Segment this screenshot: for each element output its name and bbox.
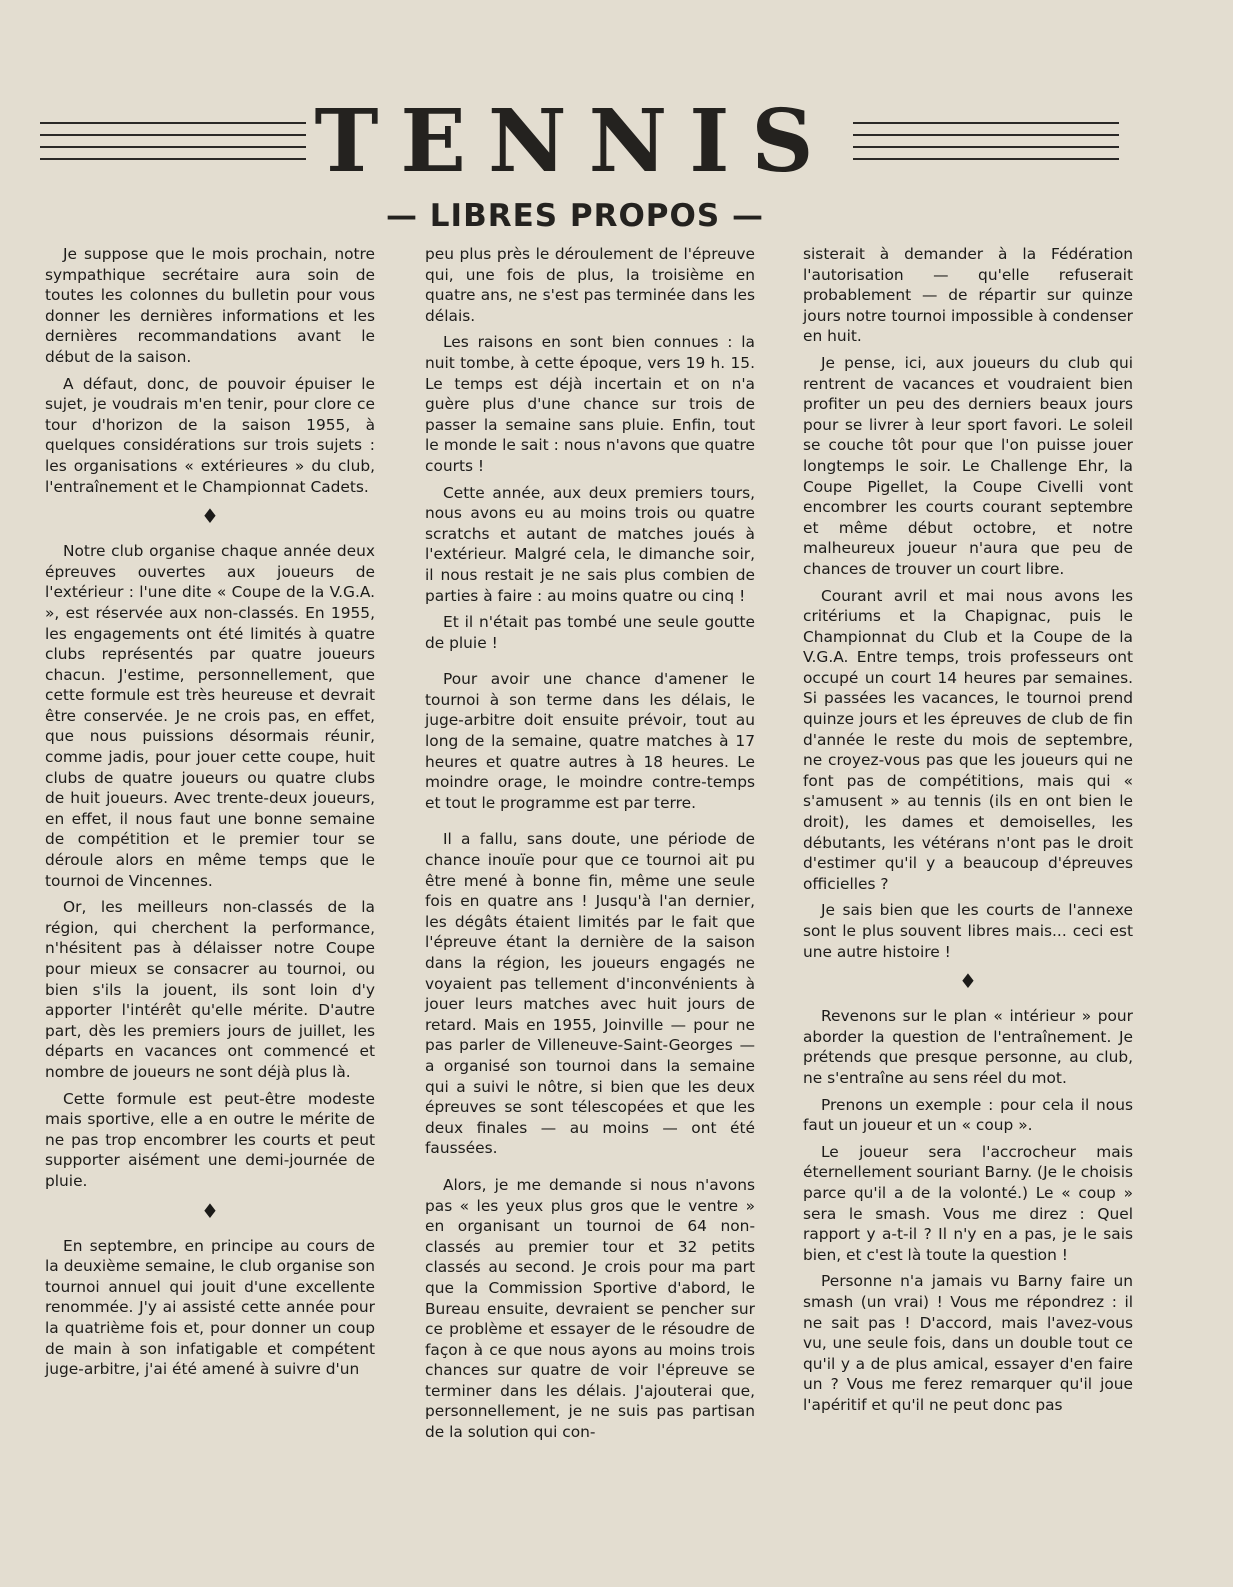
paragraph: Les raisons en sont bien connues : la nuit tombe, à cette époque, vers 19 h. 15. Le temps est déjà incertain et on n'a guère plus d'une chance sur trois de passer la semaine sans pluie. Enfin, tout le monde le sait : nous n'avons que quatre courts ! [425, 333, 755, 475]
paragraph: Prenons un exemple : pour cela il nous faut un joueur et un « coup ». [803, 1095, 1133, 1135]
paragraph: Personne n'a jamais vu Barny faire un smash (un vrai) ! Vous me répondrez : il ne sait pas ! D'accord, mais l'avez-vous vu, une seule fois, dans un double tout ce qu'il y a de plus amical, essayer d'en faire un ? Vous me ferez remarquer qu'il joue l'apéritif et qu'il ne peut donc pas [803, 1272, 1133, 1414]
paragraph: A défaut, donc, de pouvoir épuiser le sujet, je voudrais m'en tenir, pour clore ce tour d'horizon de la saison 1955, à quelques considérations sur trois sujets : les organisations « extérieures » du club, l'entraînement et le Championnat Cadets. [45, 374, 375, 496]
right-decorative-rules [853, 122, 1119, 170]
article-column-1 [45, 244, 375, 1386]
article-column-3 [803, 244, 1133, 1421]
rule-line [40, 134, 306, 136]
paragraph-continued: peu plus près le déroulement de l'épreuve qui, une fois de plus, la troisième en quatre ans, ne s'est pas terminée dans les délais. [425, 245, 755, 325]
left-decorative-rules [40, 122, 306, 170]
article-subtitle: — LIBRES PROPOS — [385, 198, 764, 234]
paragraph: Je suppose que le mois prochain, notre sympathique secrétaire aura soin de toutes les colonnes du bulletin pour vous donner les dernières informations et les dernières recommandations avant le début de la saison. [45, 245, 375, 366]
rule-line [853, 146, 1119, 148]
section-separator-diamond: ♦ [201, 504, 219, 529]
paragraph: Il a fallu, sans doute, une période de chance inouïe pour que ce tournoi ait pu être mené à bonne fin, même une seule fois en quatre ans ! Jusqu'à l'an dernier, les dégâts étaient limités par le fait que l'épreuve étant la dernière de la saison dans la région, les joueurs engagés ne voyaient pas tellement d'inconvénients à jouer leurs matches avec huit jours de retard. Mais en 1955, Joinville — pour ne pas parler de Villeneuve-Saint-Georges — a organisé son tournoi dans la semaine qui a suivi le nôtre, si bien que les deux épreuves se sont télescopées et que les deux finales — au moins — ont été faussées. [425, 830, 755, 1158]
page-title: TENNIS [314, 91, 836, 192]
paragraph-continued: sisterait à demander à la Fédération l'autorisation — qu'elle refuserait probablement — de répartir sur quinze jours notre tournoi impossible à condenser en huit. [803, 245, 1133, 346]
paragraph: Courant avril et mai nous avons les critériums et la Chapignac, puis le Championnat du Club et la Coupe de la V.G.A. Entre temps, trois professeurs ont occupé un court 14 heures par semaines. Si passées les vacances, le tournoi prend quinze jours et les épreuves de club de fin d'année le reste du mois de septembre, ne croyez-vous pas que les joueurs qui ne font pas de compétitions, mais qui « s'amusent » au tennis (ils en ont bien le droit), les dames et demoiselles, les débutants, les vétérans n'ont pas le droit d'estimer qu'il y a beaucoup d'épreuves officielles ? [803, 586, 1133, 893]
paragraph: Alors, je me demande si nous n'avons pas « les yeux plus gros que le ventre » en organisant un tournoi de 64 non-classés au premier tour et 32 petits classés au second. Je crois pour ma part que la Commission Sportive d'abord, le Bureau ensuite, devraient se pencher sur ce problème et essayer de le résoudre de façon à ce que nous ayons au moins trois chances sur quatre de voir l'épreuve se terminer dans les délais. J'ajouterai que, personnellement, je ne suis pas partisan de la solution qui con- [425, 1175, 755, 1442]
paragraph: En septembre, en principe au cours de la deuxième semaine, le club organise son tournoi annuel qui jouit d'une excellente renommée. J'y ai assisté cette année pour la quatrième fois et, pour donner un coup de main à son infatigable et compétent juge-arbitre, j'ai été amené à suivre d'un [45, 1236, 375, 1379]
paragraph: Revenons sur le plan « intérieur » pour aborder la question de l'entraînement. Je prétends que presque personne, au club, ne s'entraîne au sens réel du mot. [803, 1007, 1133, 1087]
paragraph: Je pense, ici, aux joueurs du club qui rentrent de vacances et voudraient bien profiter un peu des derniers beaux jours pour se livrer à leur sport favori. Le soleil se couche tôt pour que l'on puisse jouer longtemps le soir. Le Challenge Ehr, la Coupe Pigellet, la Coupe Civelli vont encombrer les courts courant septembre et même début octobre, et notre malheureux joueur n'aura que peu de chances de trouver un court libre. [803, 353, 1133, 578]
paragraph: Et il n'était pas tombé une seule goutte de pluie ! [425, 613, 755, 652]
paragraph: Cette formule est peut-être modeste mais sportive, elle a en outre le mérite de ne pas trop encombrer les courts et peut supporter aisément une demi-journée de pluie. [45, 1089, 375, 1190]
article-column-2 [425, 244, 755, 1449]
paragraph: Cette année, aux deux premiers tours, nous avons eu au moins trois ou quatre scratchs et autant de matches joués à l'extérieur. Malgré cela, le dimanche soir, il nous restait je ne sais plus combien de parties à faire : au moins quatre ou cinq ! [425, 483, 755, 605]
paragraph: Le joueur sera l'accrocheur mais éternellement souriant Barny. (Je le choisis parce qu'il a de la volonté.) Le « coup » sera le smash. Vous me direz : Quel rapport y a-t-il ? Il n'y en a pas, je le sais bien, et c'est là toute la question ! [803, 1142, 1133, 1264]
paragraph: Notre club organise chaque année deux épreuves ouvertes aux joueurs de l'extérieur : l'une dite « Coupe de la V.G.A. », est réservée aux non-classés. En 1955, les engagements ont été limités à quatre clubs représentés par quatre joueurs chacun. J'estime, personnellement, que cette formule est très heureuse et devrait être conservée. Je ne crois pas, en effet, que nous puissions désormais réunir, comme jadis, pour jouer cette coupe, huit clubs de quatre joueurs ou quatre clubs de huit joueurs. Avec trente-deux joueurs, en effet, il nous faut une bonne semaine de compétition et le premier tour se déroule alors en même temps que le tournoi de Vincennes. [45, 542, 375, 890]
rule-line [853, 122, 1119, 124]
rule-line [40, 122, 306, 124]
paragraph: Je sais bien que les courts de l'annexe sont le plus souvent libres mais... ceci est une autre histoire ! [803, 901, 1133, 961]
paragraph: Or, les meilleurs non-classés de la région, qui cherchent la performance, n'hésitent pas à délaisser notre Coupe pour mieux se consacrer au tournoi, ou bien s'ils la jouent, ils sont loin d'y apporter l'intérêt qu'elle mérite. D'autre part, dès les premiers jours de juillet, les départs en vacances ont commencé et nombre de joueurs ne sont déjà plus là. [45, 898, 375, 1081]
rule-line [853, 158, 1119, 160]
paragraph: Pour avoir une chance d'amener le tournoi à son terme dans les délais, le juge-arbitre doit ensuite prévoir, tout au long de la semaine, quatre matches à 17 heures et quatre autres à 18 heures. Le moindre orage, le moindre contre-temps et tout le programme est par terre. [425, 670, 755, 812]
rule-line [40, 146, 306, 148]
rule-line [853, 134, 1119, 136]
section-separator-diamond: ♦ [959, 969, 977, 994]
rule-line [40, 158, 306, 160]
section-separator-diamond: ♦ [201, 1198, 219, 1223]
